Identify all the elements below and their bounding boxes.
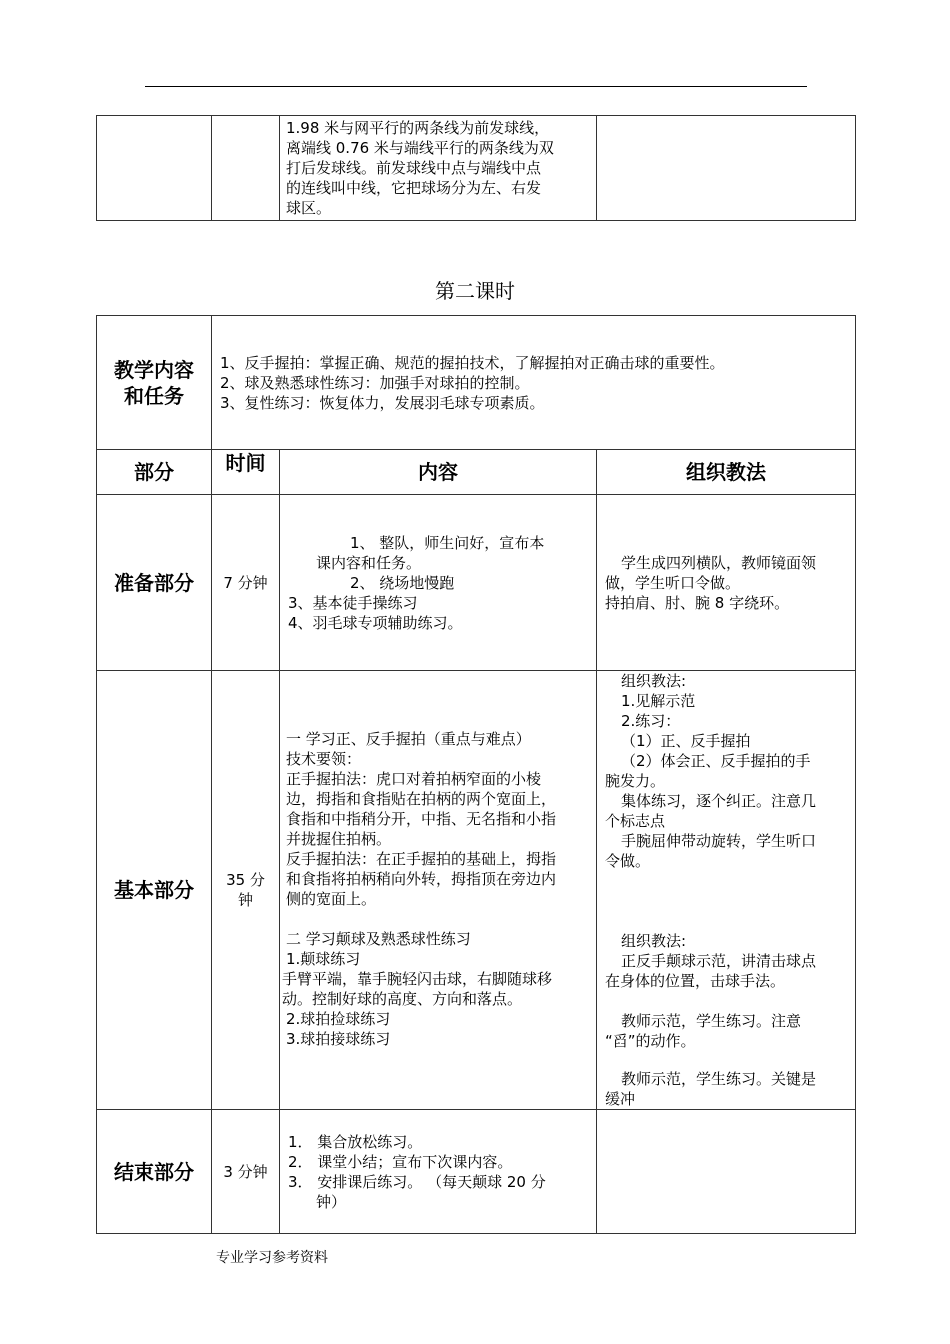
basic-row [97, 671, 856, 1110]
footer-text: 专业学习参考资料 [216, 1250, 328, 1266]
text-line: 集体练习，逐个纠正。注意几 [621, 792, 817, 810]
header-part: 部分 [97, 450, 212, 495]
header-rule [145, 86, 807, 87]
continuation-table [96, 115, 856, 221]
text-line: 球区。 [286, 199, 332, 217]
text-line: 教师示范，学生练习。注意 [621, 1012, 802, 1030]
task-item: 2、球及熟悉球性练习：加强手对球拍的控制。 [220, 373, 530, 392]
text-line: 3.球拍接球练习 [286, 1030, 391, 1048]
text-line: 令做。 [605, 852, 651, 870]
task-content [212, 316, 856, 450]
header-content: 内容 [280, 450, 597, 495]
spacer [605, 991, 847, 1011]
court-description [280, 116, 597, 221]
text-line: 打后发球线。前发球线中点与端线中点 [286, 159, 542, 177]
basic-time-text: 35 分钟 [226, 871, 265, 909]
text-line: 腕发力。 [605, 772, 666, 790]
text-line: 边，拇指和食指贴在拍柄的两个宽面上， [286, 790, 557, 808]
text-line: 动。控制好球的高度、方向和落点。 [282, 990, 523, 1008]
basic-method [597, 671, 856, 1110]
text-line: 1． 集合放松练习。 [288, 1132, 423, 1151]
task-item: 1、反手握拍：掌握正确、规范的握拍技术，了解握拍对正确击球的重要性。 [220, 353, 725, 372]
text-line: （2）体会正、反手握拍的手 [621, 752, 811, 770]
text-line: 正手握拍法：虎口对着拍柄窄面的小棱 [286, 770, 542, 788]
header-time: 时间 [212, 450, 280, 495]
prep-row [97, 495, 856, 671]
table-row [97, 116, 856, 221]
text-line: 二 学习颠球及熟悉球性练习 [286, 930, 471, 948]
text-line: 组织教法: [621, 672, 687, 690]
section-title: 第二课时 [435, 279, 515, 303]
empty-cell [97, 116, 212, 221]
end-label: 结束部分 [97, 1110, 212, 1234]
prep-content [280, 495, 597, 671]
text-line: 做，学生听口令做。 [605, 573, 741, 592]
text-line: 2.球拍捡球练习 [286, 1010, 391, 1028]
text-line: 的连线叫中线，它把球场分为左、右发 [286, 179, 542, 197]
text-line: 钟） [316, 1192, 347, 1211]
header-method: 组织教法 [597, 450, 856, 495]
text-line: 4、羽毛球专项辅助练习。 [288, 613, 463, 632]
text-line: 2.练习： [621, 712, 681, 730]
text-line: 离端线 0.76 米与端线平行的两条线为双 [286, 139, 554, 157]
prep-method [597, 495, 856, 671]
prep-label: 准备部分 [97, 495, 212, 671]
spacer [286, 909, 592, 929]
text-line: 2、 绕场地慢跑 [350, 573, 455, 592]
task-label-text: 教学内容和任务 [114, 357, 194, 408]
header-row [97, 450, 856, 495]
text-line: 个标志点 [605, 812, 666, 830]
spacer [605, 1051, 847, 1069]
text-line: （1）正、反手握拍 [621, 732, 751, 750]
text-line: 教师示范，学生练习。关键是 [621, 1070, 817, 1088]
text-line: “舀”的动作。 [605, 1032, 696, 1050]
text-line: 在身体的位置，击球手法。 [605, 972, 786, 990]
text-line: 1.颠球练习 [286, 950, 361, 968]
text-line: 1.98 米与网平行的两条线为前发球线， [286, 119, 550, 137]
text-line: 技术要领： [286, 750, 362, 768]
end-time: 3 分钟 [212, 1110, 280, 1234]
empty-cell [212, 116, 280, 221]
empty-cell [597, 1110, 856, 1234]
text-line: 学生成四列横队，教师镜面领 [621, 553, 817, 572]
text-line: 2． 课堂小结；宣布下次课内容。 [288, 1152, 513, 1171]
text-line: 持拍肩、肘、腕 8 字绕环。 [605, 593, 790, 612]
task-item: 3、复性练习：恢复体力，发展羽毛球专项素质。 [220, 393, 545, 412]
end-row [97, 1110, 856, 1234]
text-line: 1、 整队，师生问好，宣布本 [350, 533, 545, 552]
text-line: 反手握拍法：在正手握拍的基础上，拇指 [286, 850, 557, 868]
task-label [97, 316, 212, 450]
basic-label: 基本部分 [97, 671, 212, 1110]
text-line: 侧的宽面上。 [286, 890, 377, 908]
text-line: 一 学习正、反手握拍（重点与难点） [286, 730, 531, 748]
text-line: 3、基本徒手操练习 [288, 593, 418, 612]
basic-content [280, 671, 597, 1110]
text-line: 课内容和任务。 [316, 553, 422, 572]
empty-cell [597, 116, 856, 221]
text-line: 手腕屈伸带动旋转，学生听口 [621, 832, 817, 850]
text-line: 3． 安排课后练习。 （每天颠球 20 分 [288, 1172, 546, 1191]
lesson-plan-table [96, 315, 856, 1234]
task-row [97, 316, 856, 450]
text-line: 并拢握住拍柄。 [286, 830, 392, 848]
spacer [605, 871, 847, 931]
text-line: 1.见解示范 [621, 692, 696, 710]
text-line: 手臂平端，靠手腕轻闪击球，右脚随球移 [282, 970, 553, 988]
basic-time [212, 671, 280, 1110]
text-line: 正反手颠球示范，讲清击球点 [621, 952, 817, 970]
text-line: 食指和中指稍分开，中指、无名指和小指 [286, 810, 557, 828]
text-line: 组织教法: [621, 932, 687, 950]
text-line: 缓冲 [605, 1090, 636, 1108]
prep-time: 7 分钟 [212, 495, 280, 671]
text-line: 和食指将拍柄稍向外转，拇指顶在旁边内 [286, 870, 557, 888]
end-content [280, 1110, 597, 1234]
